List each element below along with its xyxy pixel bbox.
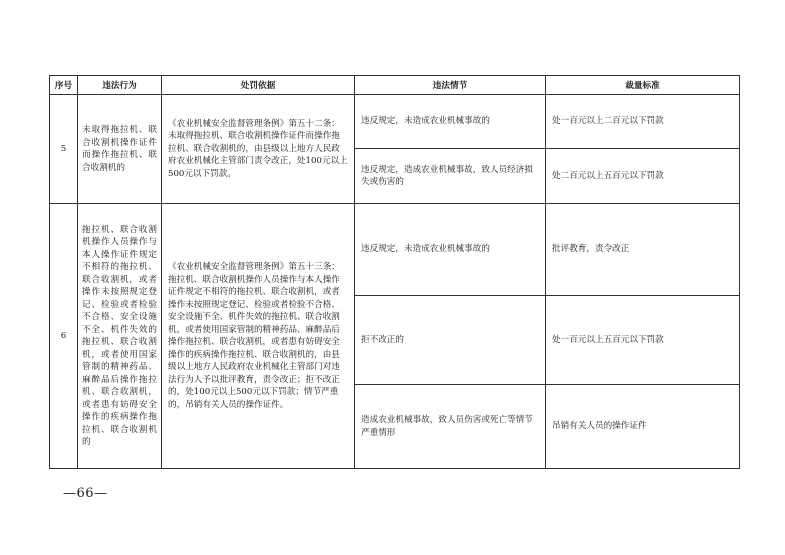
basis-cell: 《农业机械安全监督管理条例》第五十二条：未取得拖拉机、联合收割机操作证件而操作拖拉机、联合收割机的，由县级以上地方人民政府农业机械化主管部门责令改正，处100元以上500元以下罚款。 [162,95,355,204]
header-circumstance: 违法情节 [355,76,546,95]
violation-cell: 拖拉机、联合收割机操作人员操作与本人操作证件规定不相符的拖拉机、联合收割机，或者操作未按照规定登记、检验或者检验不合格、安全设施不全、机件失效的拖拉机、联合收割机，或者使用国家管制的精神药品、麻醉品后操作拖拉机、联合收割机，或者患有妨碍安全操作的疾病操作拖拉机、联合收割机的 [78,204,162,469]
penalty-discretion-table [49,75,740,469]
table-row [50,204,740,296]
circumstance-cell: 造成农业机械事故，致人员伤害或死亡等情节严重情形 [355,385,546,469]
standard-cell: 处二百元以上五百元以下罚款 [546,149,740,204]
page-number: —66— [63,486,108,501]
table-header-row [50,76,740,95]
standard-cell: 处一百元以上二百元以下罚款 [546,95,740,149]
standard-cell: 吊销有关人员的操作证件 [546,385,740,469]
standard-cell: 批评教育，责令改正 [546,204,740,296]
circumstance-cell: 违反规定，未造成农业机械事故的 [355,204,546,296]
header-number: 序号 [50,76,78,95]
table-row [50,95,740,149]
basis-cell: 《农业机械安全监督管理条例》第五十三条：拖拉机、联合收割机操作人员操作与本人操作证件规定不相符的拖拉机、联合收割机，或者操作未按照规定登记、检验或者检验不合格、安全设施不全、机件失效的拖拉机、联合收割机，或者使用国家管制的精神药品、麻醉品后操作拖拉机、联合收割机，或者患有妨碍安全操作的疾病操作拖拉机、联合收割机的，由县级以上地方人民政府农业机械化主管部门对违法行为人予以批评教育，责令改正；拒不改正的，处100元以上500元以下罚款；情节严重的，吊销有关人员的操作证件。 [162,204,355,469]
violation-cell: 未取得拖拉机、联合收割机操作证件而操作拖拉机、联合收割机的 [78,95,162,204]
standard-cell: 处一百元以上五百元以下罚款 [546,296,740,385]
circumstance-cell: 违反规定，未造成农业机械事故的 [355,95,546,149]
circumstance-cell: 违反规定，造成农业机械事故，致人员经济损失或伤害的 [355,149,546,204]
circumstance-cell: 拒不改正的 [355,296,546,385]
row-number: 6 [50,204,78,469]
header-basis: 处罚依据 [162,76,355,95]
row-number: 5 [50,95,78,204]
header-violation: 违法行为 [78,76,162,95]
header-standard: 裁量标准 [546,76,740,95]
